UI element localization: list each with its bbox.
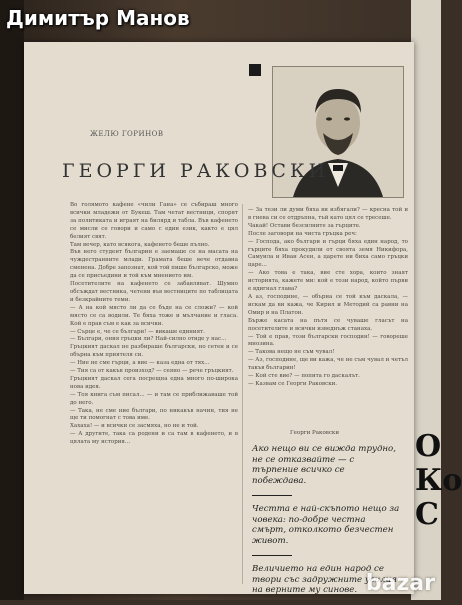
paragraph: Во голямото кафене «чили Гана» се събираш много всички младежи от Букеш. Там четат вестници, спорят за политиката и играят на билярд и табла. Във кафенето се мисли се говори и само с един език, както е цял белият свят.: [70, 202, 238, 240]
paragraph: — Тия са от какъв произход? — сеяно — рече гръцкият.: [70, 368, 234, 375]
paragraph: Във него студент българин е заемаше се на масата на чуждестранните млади. Грамата беше вече отдавна сменена. Добре запознат, кой той пише българско, може да се присъедини и той към мнението им.: [70, 249, 238, 280]
adjacent-page-text-fragment: О Ко С: [415, 429, 462, 532]
paragraph: — Кой сте вие? — попита го даскалът.: [248, 373, 360, 380]
quote: Величието на един народ се твори със задружните усилия на верните му синове.: [252, 564, 397, 595]
article-title: ГЕОРГИ РАКОВСКИ: [62, 160, 330, 182]
paragraph: — Господа, ако българи и гърци бяха един народ, то гърците бяха прокудили от своята земя Никифора, Самуила и Иван Асен, а царете ни биха само гръцки царе...: [248, 238, 408, 269]
paragraph: — Той е прав, този български господин! — говореше мнозина.: [248, 333, 408, 348]
paragraph: — Казвам се Георги Раковски.: [248, 380, 338, 387]
paragraph: Посетителите на кафенето се забавляват. Шумно обсъждат вестника, четени във вестниците по таблицата и безкрайните теми.: [70, 281, 238, 303]
column-divider: [242, 204, 243, 584]
paragraph: — Така, не сме ние българи, по никакъв начин, тия не ще ти помогнат с това име.: [70, 407, 238, 422]
paragraph: А аз, господине, — обърна се той към даскала, — искам да ви кажа, че Кирил и Методий са равни на Омир и на Платон.: [248, 293, 408, 316]
paragraph: Хахаха! — и всички се засмяха, но не и той.: [70, 423, 199, 430]
author-name: ЖЕЛЮ ГОРИНОВ: [90, 130, 164, 138]
section-marker: [249, 64, 261, 76]
magazine-page: [24, 42, 414, 594]
seller-watermark: Димитър Манов: [6, 6, 190, 30]
paragraph: — А другите, така са родени и са там в кафенето, и в цялата му история...: [70, 431, 238, 446]
paragraph: Гръцкият даскал сега посрещна една много по-широка нова идея.: [70, 375, 238, 390]
paragraph: — Българи, ония гръцки ли? Най-силно отиде у нас...: [70, 336, 227, 343]
paragraph: Чакай! Остави безсилните за гърците.: [248, 222, 361, 229]
paragraph: Гръцкият даскал не разбираше български, но сетен и се обърна към приятеля си.: [70, 344, 238, 359]
article-signature: Георги Раковски: [290, 430, 340, 436]
book-spine-edge: [0, 0, 24, 600]
paragraph: После заговори на чиста гръцка реч:: [248, 230, 357, 237]
paragraph: — А на кой място ли да се бъде на се сложи? — кой място се са водили. Те бяха тоже и мълчание и гласа. Кой е прав съм е как за всички.: [70, 304, 238, 327]
quote-divider: [252, 495, 292, 496]
paragraph: — Аз, господине, ще ви кажа, че не съм чувал и четъл такъв българин!: [248, 357, 408, 372]
quote: Ако нещо ви се вижда трудно, не се отказвайте — с търпение всичко се побеждава.: [252, 444, 396, 486]
paragraph: — Ако това е така, вие сте хора, които знаят историята, кажете ми: кой е този народ, който първи е вдигнал глава?: [248, 270, 408, 293]
paragraph: Там вечер, като всякога, кафенето беше пълно.: [70, 241, 210, 248]
quote-divider: [252, 555, 292, 556]
paragraph: — Ние не сме гърци, а вие — каза една от тях...: [70, 360, 210, 367]
quote: Честта е най-скъпото нещо за човека: по-добре честна смърт, отколкото безчестен живот.: [252, 504, 400, 546]
paragraph: — Сърце е, че се българи! — викаше единият.: [70, 328, 205, 335]
adjacent-page: [411, 0, 462, 600]
article-column-right: [248, 207, 408, 452]
paragraph: Бърже касата на пътя се чуваше гласът на посетителите и всички изведнъж станаха.: [248, 317, 408, 332]
marketplace-logo-watermark: bazar: [365, 571, 435, 596]
paragraph: — За тези ли думи бяха ви избягали? — кресна той и в гнева си се отдръпна, тъй като цял се тресеше.: [248, 207, 408, 221]
article-column-left: [70, 202, 238, 582]
paragraph: — Тоя книга съм писал... — и там се приближаваше той до него.: [70, 391, 238, 406]
paragraph: — Такова нещо не съм чувал!: [248, 349, 335, 356]
